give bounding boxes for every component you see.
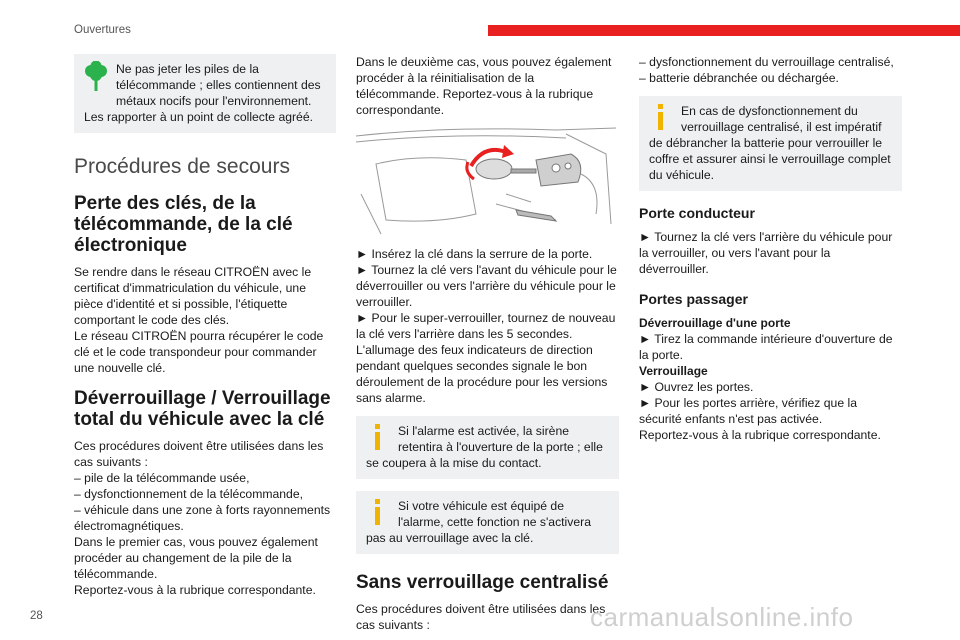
unlock-door-title: Déverrouillage d'une porte (639, 316, 791, 330)
procedure-step: ► Tournez la clé vers l'avant du véhicule pour le déverrouiller ou vers l'arrière du véhicule pour le verrouiller. (356, 263, 617, 309)
column-3 (639, 54, 902, 443)
lock-line: Reportez-vous à la rubrique correspondante. (639, 428, 881, 442)
case-line: – dysfonctionnement du verrouillage centralisé, (639, 55, 894, 69)
unlock-door-text: ► Tirez la commande intérieure d'ouverture de la porte. (639, 332, 893, 362)
key-in-lock-illustration (356, 124, 619, 236)
eco-note-text: Ne pas jeter les piles de la télécommande ; elles contiennent des métaux nocifs pour l'environnement. Les rapporter à un point de collecte agréé. (84, 62, 321, 124)
column-1 (74, 54, 336, 598)
lock-title: Verrouillage (639, 364, 708, 378)
running-header: Ouvertures (74, 24, 131, 36)
driver-door-text: ► Tournez la clé vers l'arrière du véhicule pour la verrouiller, ou vers l'avant pour la déverrouiller. (639, 230, 893, 276)
info-battery-text: En cas de dysfonctionnement du verrouillage centralisé, il est impératif de débrancher la batterie pour verrouiller le coffre et assurer ainsi le verrouillage complet du véhicule. (649, 104, 891, 182)
procedure-step: ► Insérez la clé dans la serrure de la porte. (356, 247, 593, 261)
info-box-battery (639, 96, 902, 191)
eco-note-box (74, 54, 336, 133)
lost-keys-paragraph-2: Le réseau CITROËN pourra récupérer le code clé et le code transpondeur pour commander une nouvelle clé. (74, 329, 324, 375)
total-line: Reportez-vous à la rubrique correspondante. (74, 583, 316, 597)
info-box-alarm-lock (356, 491, 619, 554)
page-number: 28 (30, 610, 43, 622)
total-line: Ces procédures doivent être utilisées dans les cas suivants : (74, 439, 324, 469)
total-line: – véhicule dans une zone à forts rayonnements électromagnétiques. (74, 503, 331, 533)
procedure-step: ► Pour le super-verrouiller, tournez de nouveau la clé vers l'arrière dans les 5 secondes. (356, 311, 616, 341)
total-line: Dans le premier cas, vous pouvez également procéder au changement de la pile de la télécommande. (74, 535, 318, 581)
header-accent-bar (488, 25, 960, 36)
column-2 (356, 54, 619, 633)
heading-driver-door: Porte conducteur (639, 205, 755, 221)
tree-icon (84, 61, 108, 95)
total-line: – dysfonctionnement de la télécommande, (74, 487, 303, 501)
lock-line: ► Pour les portes arrière, vérifiez que la sécurité enfants n'est pas activée. (639, 396, 857, 426)
heading-passenger-doors: Portes passager (639, 291, 748, 307)
info-icon (649, 103, 673, 131)
procedure-step: L'allumage des feux indicateurs de direction pendant quelques secondes signale le bon déroulement de la procédure pour les versions sans alarme. (356, 343, 608, 405)
heading-no-central-locking: Sans verrouillage centralisé (356, 572, 609, 593)
info-icon (366, 498, 390, 526)
info-alarm-lock-text: Si votre véhicule est équipé de l'alarme, cette fonction ne s'activera pas au verrouillage avec la clé. (366, 499, 591, 545)
info-alarm-text: Si l'alarme est activée, la sirène retentira à l'ouverture de la porte ; elle se coupera à la mise du contact. (366, 424, 603, 470)
case-line: – batterie débranchée ou déchargée. (639, 71, 839, 85)
heading-total-unlock: Déverrouillage / Verrouillage total du véhicule avec la clé (74, 388, 331, 430)
total-line: – pile de la télécommande usée, (74, 471, 250, 485)
central-intro: Ces procédures doivent être utilisées dans les cas suivants : (356, 602, 606, 632)
reset-intro: Dans le deuxième cas, vous pouvez également procéder à la réinitialisation de la télécommande. Reportez-vous à la rubrique correspondante. (356, 55, 612, 117)
lock-line: ► Ouvrez les portes. (639, 380, 754, 394)
info-icon (366, 423, 390, 451)
lost-keys-paragraph-1: Se rendre dans le réseau CITROËN avec le certificat d'immatriculation du véhicule, une pièce d'identité et si possible, l'étiquette comportant le code des clés. (74, 265, 312, 327)
info-box-alarm (356, 416, 619, 479)
heading-lost-keys: Perte des clés, de la télécommande, de la clé électronique (74, 193, 293, 256)
watermark: carmanualsonline.info (590, 602, 854, 632)
section-title: Procédures de secours (74, 155, 290, 178)
